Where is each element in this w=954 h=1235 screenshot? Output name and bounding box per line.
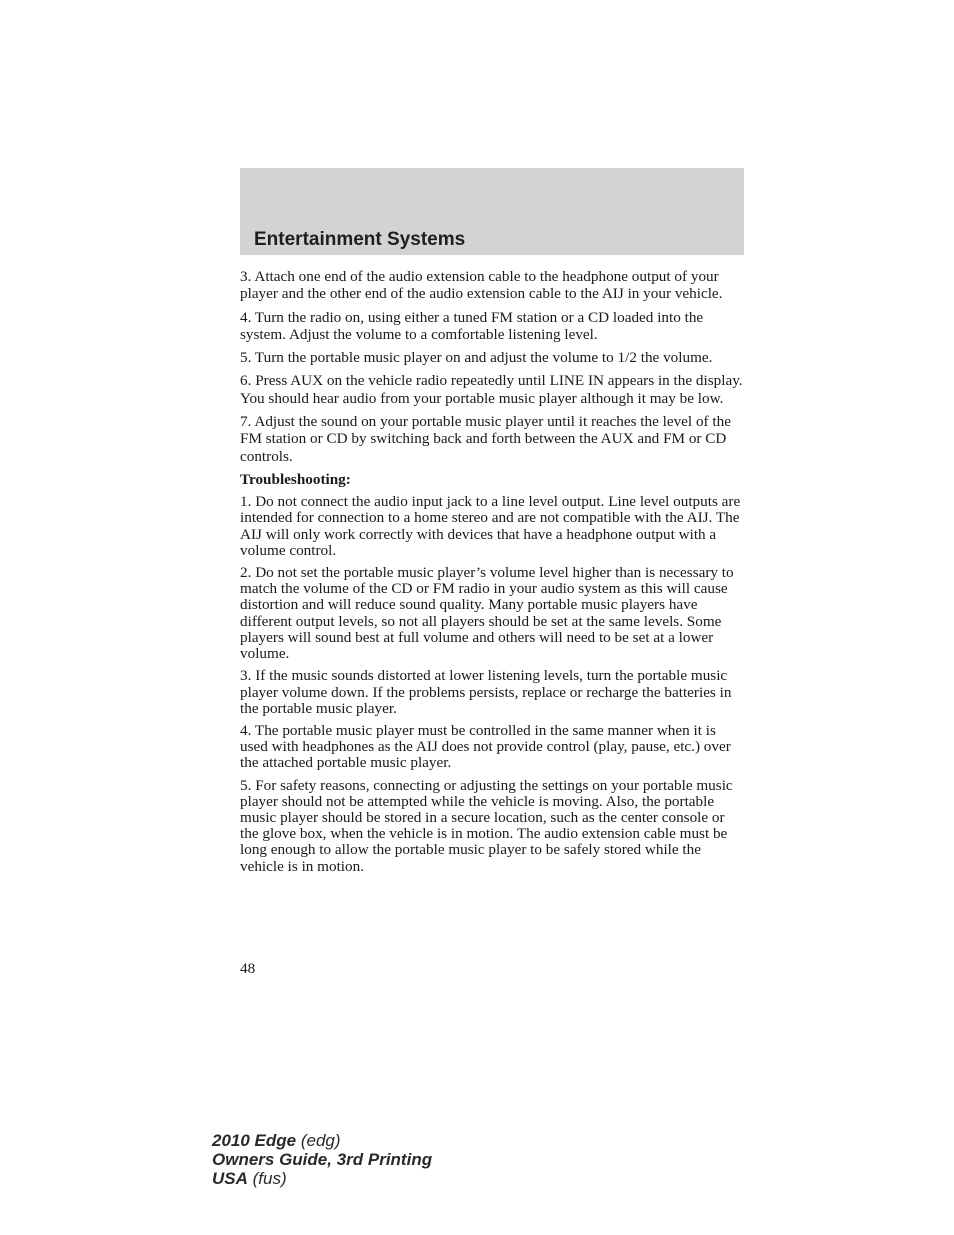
troubleshooting-heading: Troubleshooting:: [240, 470, 351, 488]
troubleshooting-item-3: 3. If the music sounds distorted at lower listening levels, turn the portable music player volume down. If the problems persists, replace or recharge the batteries in the portable music player.: [240, 667, 732, 717]
footer-guide-line: [212, 1150, 432, 1169]
step-6-note-paragraph: You should hear audio from your portable music player although it may be low.: [240, 389, 724, 407]
step-4-paragraph: 4. Turn the radio on, using either a tuned FM station or a CD loaded into the system. Adjust the volume to a comfortable listening level.: [240, 308, 704, 343]
page-content: [240, 268, 746, 881]
footer-market: USA: [212, 1169, 248, 1188]
step-3-paragraph: 3. Attach one end of the audio extension cable to the headphone output of your player and the other end of the audio extension cable to the AIJ in your vehicle.: [240, 268, 723, 303]
troubleshooting-item-4: 4. The portable music player must be controlled in the same manner when it is used with headphones as the AIJ does not provide control (play, pause, etc.) over the attached portable music player.: [240, 721, 731, 772]
troubleshooting-item-2: 2. Do not set the portable music player’s volume level higher than is necessary to match the volume of the CD or FM radio in your audio system as this will cause distortion and will reduce sound quality. Many portable music players have different output levels, so not all players should be set at the same levels. Some players will sound best at full volume and others will need to be set at a lower volume.: [240, 564, 734, 663]
footer-market-line: [212, 1169, 432, 1188]
footer-model-line: [212, 1131, 432, 1150]
step-6-paragraph: 6. Press AUX on the vehicle radio repeatedly until LINE IN appears in the display.: [240, 372, 743, 390]
footer-market-code: (fus): [252, 1169, 287, 1188]
footer-model-code: (edg): [300, 1131, 341, 1150]
document-footer: [212, 1131, 432, 1188]
section-header-band: [240, 168, 744, 255]
troubleshooting-item-5: 5. For safety reasons, connecting or adjusting the settings on your portable music player should not be attempted while the vehicle is moving. Also, the portable music player should be stored in a secure location, such as the center console or the glove box, when the vehicle is in motion. The audio extension cable must be long enough to allow the portable music player to be safely stored while the vehicle is in motion.: [240, 776, 733, 875]
step-5-paragraph: 5. Turn the portable music player on and adjust the volume to 1/2 the volume.: [240, 349, 713, 367]
footer-model: 2010 Edge: [212, 1131, 297, 1150]
page-number: 48: [240, 960, 256, 977]
section-title: Entertainment Systems: [254, 229, 466, 250]
footer-guide: Owners Guide, 3rd Printing: [212, 1150, 433, 1169]
troubleshooting-item-1: 1. Do not connect the audio input jack to a line level output. Line level outputs are intended for connection to a home stereo and are not compatible with the AIJ. The AIJ will only work correctly with devices that have a headphone output with a volume control.: [240, 493, 741, 559]
step-7-paragraph: 7. Adjust the sound on your portable music player until it reaches the level of the FM station or CD by switching back and forth between the AUX and FM or CD controls.: [240, 413, 731, 465]
